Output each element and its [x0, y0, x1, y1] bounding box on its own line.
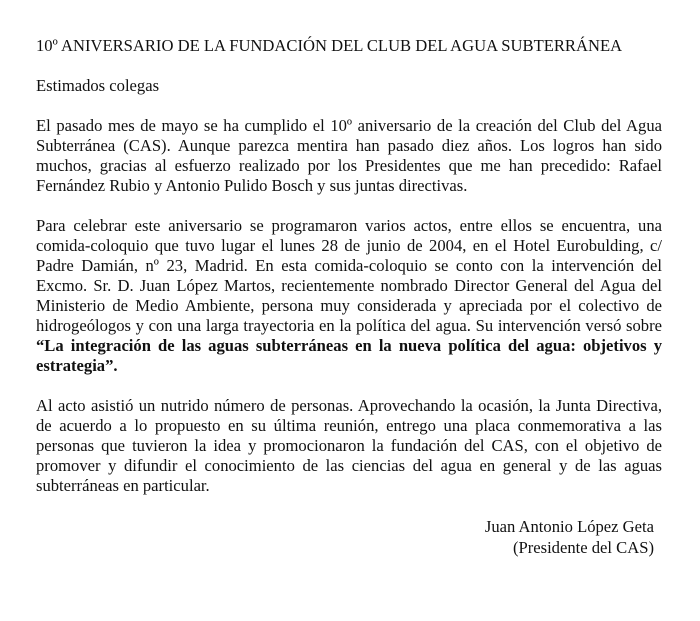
greeting: Estimados colegas [36, 76, 160, 95]
paragraph-event: Al acto asistió un nutrido número de personas. Aprovechando la ocasión, la Junta Directiva, de acuerdo a lo propuesto en su última reunión, entrego una placa conmemorativa a las personas que tuvieron la idea y promocionaron la fundación del CAS, con el objetivo de promover y difundir el conocimiento de las ciencias del agua en general y de las aguas subterráneas en particular. [36, 396, 662, 495]
signature-name: Juan Antonio López Geta [484, 517, 654, 536]
signature-role: (Presidente del CAS) [512, 538, 654, 557]
lecture-title: “La integración de las aguas subterráneas en la nueva política del agua: objetivos y estrategia”. [36, 336, 662, 375]
document-title: 10º ANIVERSARIO DE LA FUNDACIÓN DEL CLUB DEL AGUA SUBTERRÁNEA [36, 36, 623, 55]
paragraph-intro: El pasado mes de mayo se ha cumplido el 10º aniversario de la creación del Club del Agua Subterránea (CAS). Aunque parezca mentira han pasado diez años. Los logros han sido muchos, gracias al esfuerzo realizado por los Presidentes que me han precedido: Rafael Fernández Rubio y Antonio Pulido Bosch y sus juntas directivas. [36, 116, 662, 195]
paragraph-celebration [36, 216, 662, 376]
document-page [36, 36, 662, 558]
signature-block [36, 516, 662, 558]
paragraph-celebration-text: Para celebrar este aniversario se programaron varios actos, entre ellos se encuentra, una comida-coloquio que tuvo lugar el lunes 28 de junio de 2004, en el Hotel Eurobulding, c/ Padre Damián, nº 23, Madrid. En esta comida-coloquio se conto con la intervención del Excmo. Sr. D. Juan López Martos, recientemente nombrado Director General del Agua del Ministerio de Medio Ambiente, persona muy considerada y apreciada por el colectivo de hidrogeólogos y con una larga trayectoria en la política del agua. Su intervención versó sobre [36, 216, 662, 335]
